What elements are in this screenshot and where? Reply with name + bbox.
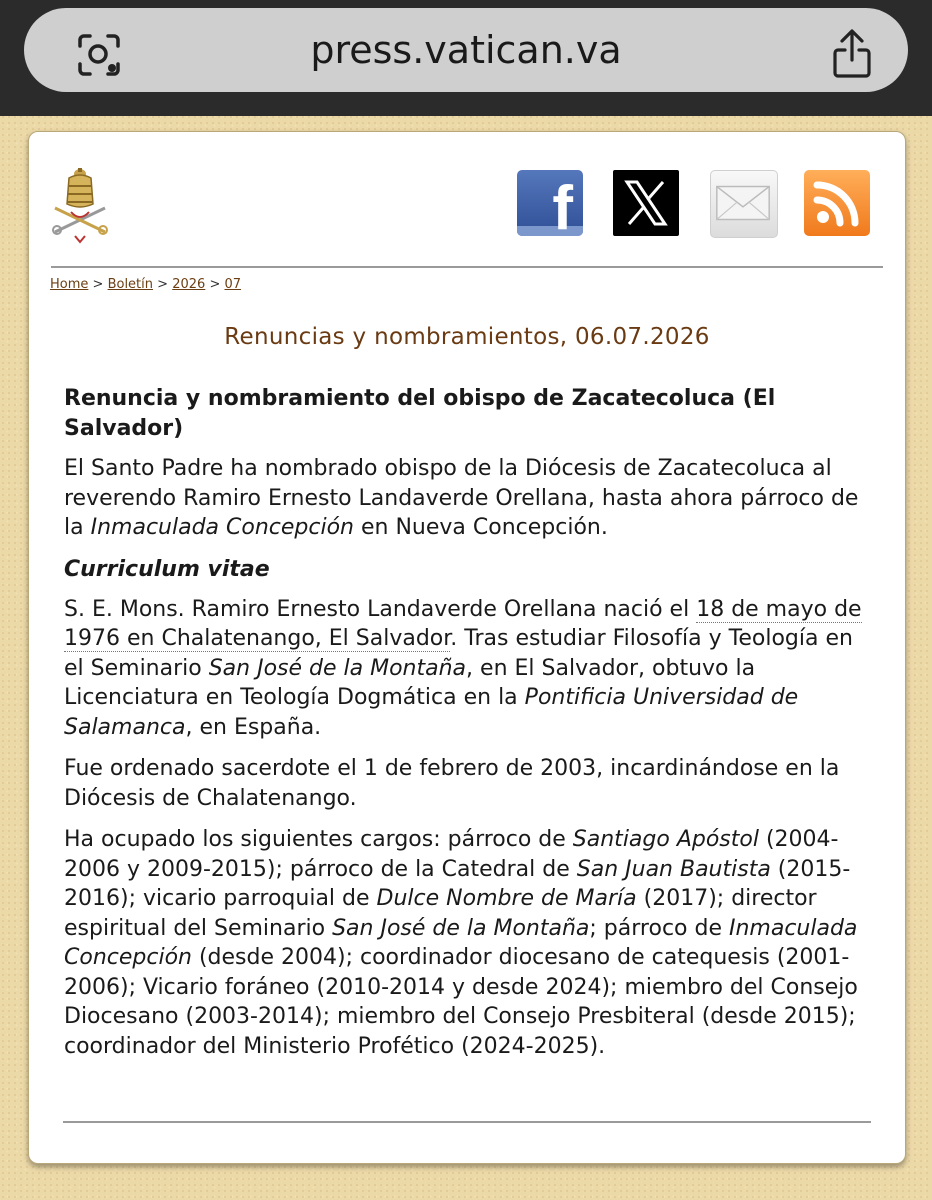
text: ; párroco de [589, 915, 729, 941]
share-icon[interactable] [832, 28, 872, 80]
cv-heading: Curriculum vitae [64, 556, 270, 582]
text: S. E. Mons. Ramiro Ernesto Landaverde Orellana nació el [64, 596, 697, 622]
breadcrumb-boletin-link[interactable]: Boletín [107, 277, 154, 292]
breadcrumb-month-link[interactable]: 07 [224, 277, 242, 292]
article-heading: Renuncia y nombramiento del obispo de Zacatecoluca (El Salvador) [64, 386, 776, 441]
emphasis: Inmaculada Concepción [64, 915, 858, 970]
rss-icon [804, 170, 870, 236]
text: Ha ocupado los siguientes cargos: párroco de [64, 827, 573, 852]
emphasis: San José de la Montaña [208, 655, 467, 681]
browser-toolbar [0, 0, 932, 116]
text: (2004-2006 y 2009-2015); párroco de la Catedral de [64, 827, 839, 882]
paragraph-ordination: Fue ordenado sacerdote el 1 de febrero de 2003, incardinándose en la Diócesis de Chalatenango. [64, 756, 840, 811]
emphasis: Inmaculada Concepción [90, 515, 354, 540]
breadcrumb [50, 277, 241, 292]
facebook-bar [517, 226, 583, 236]
page-title: Renuncias y nombramientos, 06.07.2026 [224, 324, 710, 350]
paragraph-appointment [64, 454, 874, 543]
emphasis: San Juan Bautista [576, 856, 771, 882]
article-body [64, 384, 874, 1073]
facebook-share-button[interactable] [517, 170, 583, 243]
text: . Tras estudiar Filosofía y Teología en el Seminario [64, 626, 853, 681]
bottom-divider [63, 1121, 871, 1123]
emphasis: Pontificia Universidad de Salamanca [64, 685, 799, 740]
breadcrumb-home-link[interactable]: Home [50, 277, 89, 292]
top-divider [51, 266, 883, 268]
breadcrumb-year-link[interactable]: 2026 [172, 277, 206, 292]
paragraph-biography [64, 595, 874, 743]
emphasis: Santiago Apóstol [572, 827, 759, 852]
breadcrumb-separator: > [209, 277, 221, 292]
emphasis: Dulce Nombre de María [376, 886, 637, 911]
envelope-icon [711, 171, 775, 235]
url-text: press.vatican.va [310, 28, 622, 72]
address-bar[interactable] [24, 8, 908, 92]
facebook-icon: f [552, 174, 573, 243]
page-card [28, 131, 906, 1164]
breadcrumb-separator: > [92, 277, 104, 292]
x-share-button[interactable] [613, 170, 679, 236]
text: El Santo Padre ha nombrado obispo de la Diócesis de Zacatecoluca al reverendo Ramiro Ernesto Landaverde Orellana, hasta ahora párroco de la [64, 456, 859, 540]
text: en Nueva Concepción. [353, 515, 608, 540]
text: (desde 2004); coordinador diocesano de catequesis (2001-2006); Vicario foráneo (2010-2014 y desde 2024); miembro del Consejo Diocesano (2003-2014); miembro del Consejo Presbiteral (desde 2015); coordinador del Ministerio Profético (2024-2025). [64, 945, 858, 1059]
rss-feed-button[interactable] [804, 170, 870, 236]
text: (2017); director espiritual del Seminario [64, 886, 817, 941]
text: , en El Salvador, obtuvo la Licenciatura en Teología Dogmática en la [64, 655, 756, 710]
email-share-button[interactable] [710, 170, 778, 238]
text: (2015-2016); vicario parroquial de [64, 856, 851, 911]
x-icon [613, 170, 679, 236]
paragraph-positions [64, 825, 874, 1061]
emphasis: San José de la Montaña [332, 915, 590, 941]
date-place-link[interactable]: 18 de mayo de 1976 en Chalatenango, El Salvador [64, 596, 862, 651]
breadcrumb-separator: > [157, 277, 169, 292]
text: , en España. [185, 714, 322, 740]
holy-see-emblem-icon[interactable] [47, 166, 113, 244]
